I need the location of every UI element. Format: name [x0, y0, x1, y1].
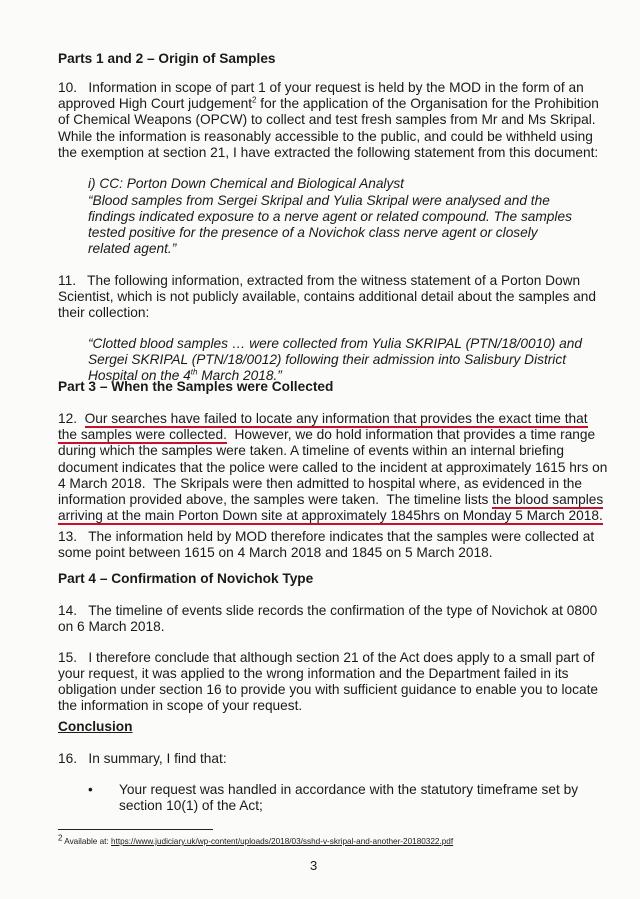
text-segment: March 2018.”: [197, 368, 282, 383]
text-segment: 4 March 2018. The Skripals were then admitted to hospital where, as evidenced in the: [58, 476, 582, 491]
text-segment: of Chemical Weapons (OPCW) to collect and test fresh samples from Mr and Ms Skripal.: [58, 112, 596, 127]
text-line: [58, 129, 593, 145]
section-heading: [58, 571, 313, 587]
text-line: [58, 476, 582, 492]
text-line: [58, 529, 594, 545]
text-segment: on 6 March 2018.: [58, 619, 165, 634]
text-segment: 16. In summary, I find that:: [58, 751, 227, 766]
text-segment: related agent.”: [88, 241, 177, 256]
text-segment: While the information is reasonably accessible to the public, and could be withheld using: [58, 129, 593, 144]
text-line: [88, 209, 572, 225]
text-segment: section 10(1) of the Act;: [119, 798, 263, 813]
text-line: [58, 460, 607, 476]
text-segment: Part 4 – Confirmation of Novichok Type: [58, 571, 314, 586]
footnote-label: Available at:: [62, 837, 112, 846]
text-segment: 11. The following information, extracted from the witness statement of a Porton Down: [58, 273, 581, 288]
text-line: [58, 145, 598, 161]
text-segment: Conclusion: [58, 719, 133, 734]
footnote: [58, 833, 454, 846]
text-segment: your request, it was applied to the wrong information and the Department failed in its: [58, 666, 569, 681]
red-underlined-text: Our searches have failed to locate any information that provides the exact time that: [84, 411, 588, 426]
text-line: [58, 492, 603, 508]
text-line: [88, 241, 176, 257]
section-heading: [58, 379, 333, 395]
text-line: [58, 411, 588, 427]
text-line: [88, 225, 538, 241]
text-line: [58, 305, 149, 321]
text-line: [58, 545, 493, 561]
superscript: 2: [252, 95, 257, 105]
superscript: th: [190, 367, 198, 377]
footnote-divider: [58, 829, 213, 830]
text-segment: 10. Information in scope of part 1 of your request is held by the MOD in the form of an: [58, 80, 584, 95]
red-underlined-text: arriving at the main Porton Down site at approximately 1845hrs on Monday 5 March 2018.: [58, 508, 603, 523]
text-segment: for the application of the Organisation for the Prohibition: [256, 96, 599, 111]
text-line: [88, 352, 566, 368]
text-line: [58, 698, 302, 714]
section-heading: [58, 51, 276, 67]
section-heading: [58, 719, 133, 735]
text-line: [58, 427, 595, 443]
text-segment: some point between 1615 on 4 March 2018 and 1845 on 5 March 2018.: [58, 545, 493, 560]
text-line: [58, 751, 227, 767]
text-segment: the information in scope of your request.: [58, 698, 303, 713]
text-line: [119, 798, 263, 814]
text-segment: document indicates that the police were called to the incident at approximately 1615 hrs on: [58, 460, 608, 475]
red-underlined-text: the blood samples: [492, 492, 604, 507]
text-line: [58, 682, 598, 698]
text-line: [58, 666, 569, 682]
text-segment: i) CC: Porton Down Chemical and Biological Analyst: [88, 176, 404, 191]
page-number: 3: [310, 858, 318, 873]
text-line: [58, 619, 165, 635]
text-line: [119, 782, 578, 798]
text-segment: 12.: [58, 411, 85, 426]
text-line: [58, 112, 596, 128]
text-segment: Sergei SKRIPAL (PTN/18/0012) following their admission into Salisbury District: [88, 352, 566, 367]
text-segment: their collection:: [58, 305, 150, 320]
text-segment: information provided above, the samples were taken. The timeline lists: [58, 492, 493, 507]
text-line: [88, 193, 550, 209]
text-segment: •: [88, 782, 93, 797]
text-line: [58, 96, 599, 112]
text-segment: 15. I therefore conclude that although section 21 of the Act does apply to a small part of: [58, 650, 595, 665]
text-segment: Your request was handled in accordance with the statutory timeframe set by: [119, 782, 579, 797]
text-segment: approved High Court judgement: [58, 96, 253, 111]
text-line: [58, 650, 594, 666]
text-line: [58, 508, 603, 524]
text-segment: tested positive for the presence of a Novichok class nerve agent or closely: [88, 225, 538, 240]
red-underlined-text: the samples were collected.: [58, 427, 227, 442]
text-line: [58, 80, 584, 96]
text-segment: the exemption at section 21, I have extracted the following statement from this document:: [58, 145, 599, 160]
text-line: [58, 603, 597, 619]
text-segment: Parts 1 and 2 – Origin of Samples: [58, 51, 276, 66]
footnote-marker: 2: [58, 833, 63, 843]
text-segment: obligation under section 16 to provide you with sufficient guidance to enable you to locate: [58, 682, 599, 697]
text-line: [58, 289, 596, 305]
text-line: [88, 336, 582, 352]
text-segment: findings indicated exposure to a nerve agent or related compound. The samples: [88, 209, 572, 224]
text-segment: However, we do hold information that provides a time range: [226, 427, 596, 442]
text-line: [88, 782, 93, 798]
text-segment: “Clotted blood samples … were collected from Yulia SKRIPAL (PTN/18/0010) and: [88, 336, 583, 351]
text-segment: 14. The timeline of events slide records the confirmation of the type of Novichok at 0800: [58, 603, 598, 618]
text-segment: Part 3 – When the Samples were Collected: [58, 379, 334, 394]
text-line: [58, 443, 564, 459]
text-line: [88, 176, 404, 192]
text-segment: 13. The information held by MOD therefore indicates that the samples were collected at: [58, 529, 595, 544]
text-segment: Hospital on the 4: [88, 368, 191, 383]
text-segment: Scientist, which is not publicly available, contains additional detail about the samples and: [58, 289, 596, 304]
text-line: [58, 273, 580, 289]
text-segment: during which the samples were taken. A timeline of events within an internal briefing: [58, 443, 564, 458]
text-segment: “Blood samples from Sergei Skripal and Yulia Skripal were analysed and the: [88, 193, 550, 208]
footnote-link[interactable]: https://www.judiciary.uk/wp-content/uploads/2018/03/sshd-v-skripal-and-another-20180322.pdf: [111, 837, 454, 846]
